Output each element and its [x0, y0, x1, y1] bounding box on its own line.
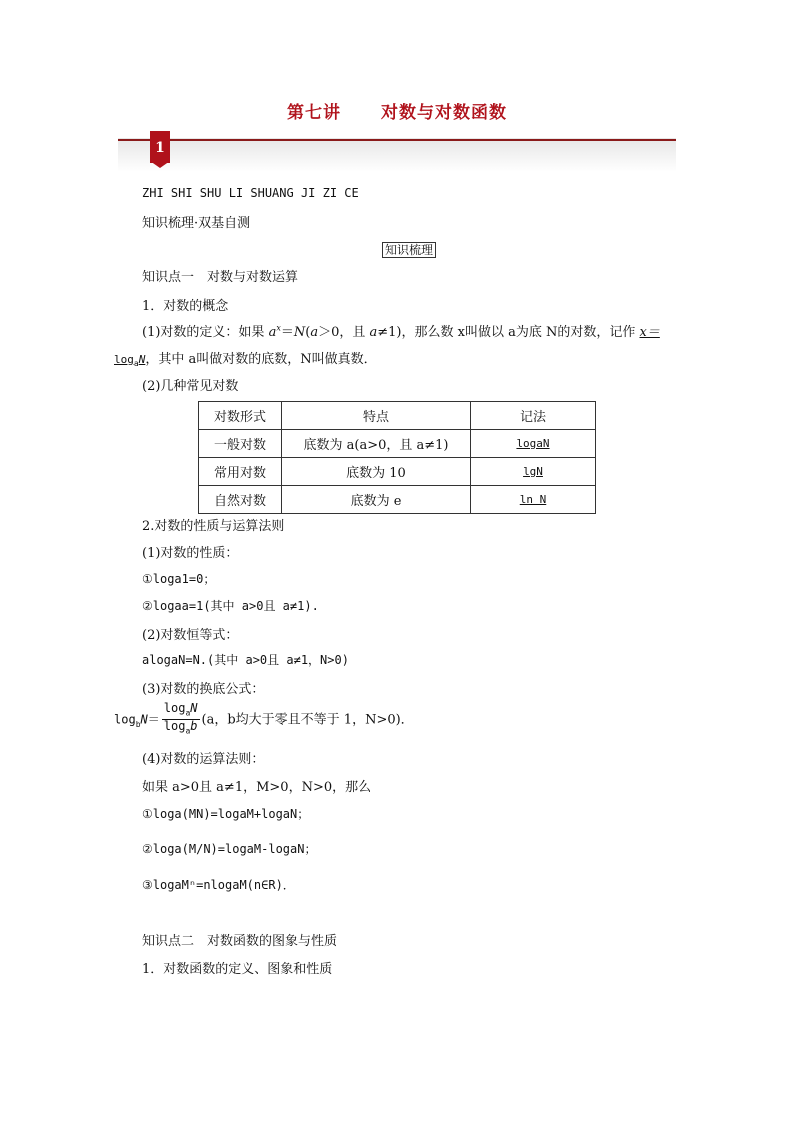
kp1-s2: 2.对数的性质与运算法则: [142, 519, 285, 534]
section-banner-shadow: [118, 138, 676, 172]
log-definition-cont: $\log_aN$，其中 a叫做对数的底数，N叫做真数．: [114, 352, 377, 369]
prop-2: ②logaa=1(其中 a>0且 a≠1).: [142, 599, 319, 613]
table-cell: 常用对数: [199, 458, 282, 486]
kp1-title: 知识点一 对数与对数运算: [142, 270, 299, 285]
table-row: [199, 430, 596, 458]
table-cell: lgN: [471, 458, 596, 486]
kp2-title: 知识点二 对数函数的图象与性质: [142, 934, 338, 949]
rule-3: ③logaMⁿ=nlogaM(n∈R)．: [142, 878, 295, 892]
table-cell: 底数为 e: [282, 486, 471, 514]
prop-1: ①loga1=0；: [142, 572, 216, 586]
table-cell: ln N: [471, 486, 596, 514]
table-cell: 自然对数: [199, 486, 282, 514]
table-cell: logaN: [471, 430, 596, 458]
table-row: [199, 486, 596, 514]
kp2-s1: 1．对数函数的定义、图象和性质: [142, 962, 333, 977]
table-header: 记法: [471, 402, 596, 430]
log-definition: (1)对数的定义：如果 $a^x=N(a>0$，且 a≠1)，那么数 x叫做以 a为底 N的对数，记作 x＝: [142, 323, 660, 340]
lecture-number: 第七讲: [287, 103, 341, 123]
rule-1: ①loga(MN)=logaM+logaN；: [142, 807, 310, 821]
boxed-heading: 知识梳理: [382, 241, 436, 258]
table-cell: 底数为 10: [282, 458, 471, 486]
table-header: 特点: [282, 402, 471, 430]
lecture-topic: 对数与对数函数: [381, 103, 507, 123]
identity-formula: alogaN=N.(其中 a>0且 a≠1，N>0): [142, 653, 349, 667]
rules-title: (4)对数的运算法则：: [142, 752, 265, 767]
section-title: 知识梳理·双基自测: [142, 216, 251, 231]
change-of-base-formula: $\log_bN=$ $\frac{\log_aN}{\log_ab}$ (a，b均大于零且不等于 1，N>0)．: [114, 701, 414, 736]
section-number-badge: 1: [150, 131, 170, 163]
prop-title: (1)对数的性质：: [142, 546, 239, 561]
section-divider: [118, 139, 676, 141]
rules-condition: 如果 a>0且 a≠1，M>0，N>0，那么: [142, 780, 372, 795]
table-header: 对数形式: [199, 402, 282, 430]
identity-title: (2)对数恒等式：: [142, 628, 239, 643]
badge-tip: [150, 161, 170, 168]
table-row: [199, 458, 596, 486]
common-logs-title: (2)几种常见对数: [142, 379, 239, 394]
kp1-s1: 1．对数的概念: [142, 299, 229, 314]
page-title: [0, 98, 794, 123]
log-types-table: [198, 401, 596, 514]
table-cell: 一般对数: [199, 430, 282, 458]
change-of-base-title: (3)对数的换底公式：: [142, 682, 265, 697]
section-pinyin: ZHI SHI SHU LI SHUANG JI ZI CE: [142, 186, 359, 200]
table-header-row: [199, 402, 596, 430]
rule-2: ②loga(M/N)=logaM-logaN；: [142, 842, 317, 856]
table-cell: 底数为 a(a>0，且 a≠1): [282, 430, 471, 458]
